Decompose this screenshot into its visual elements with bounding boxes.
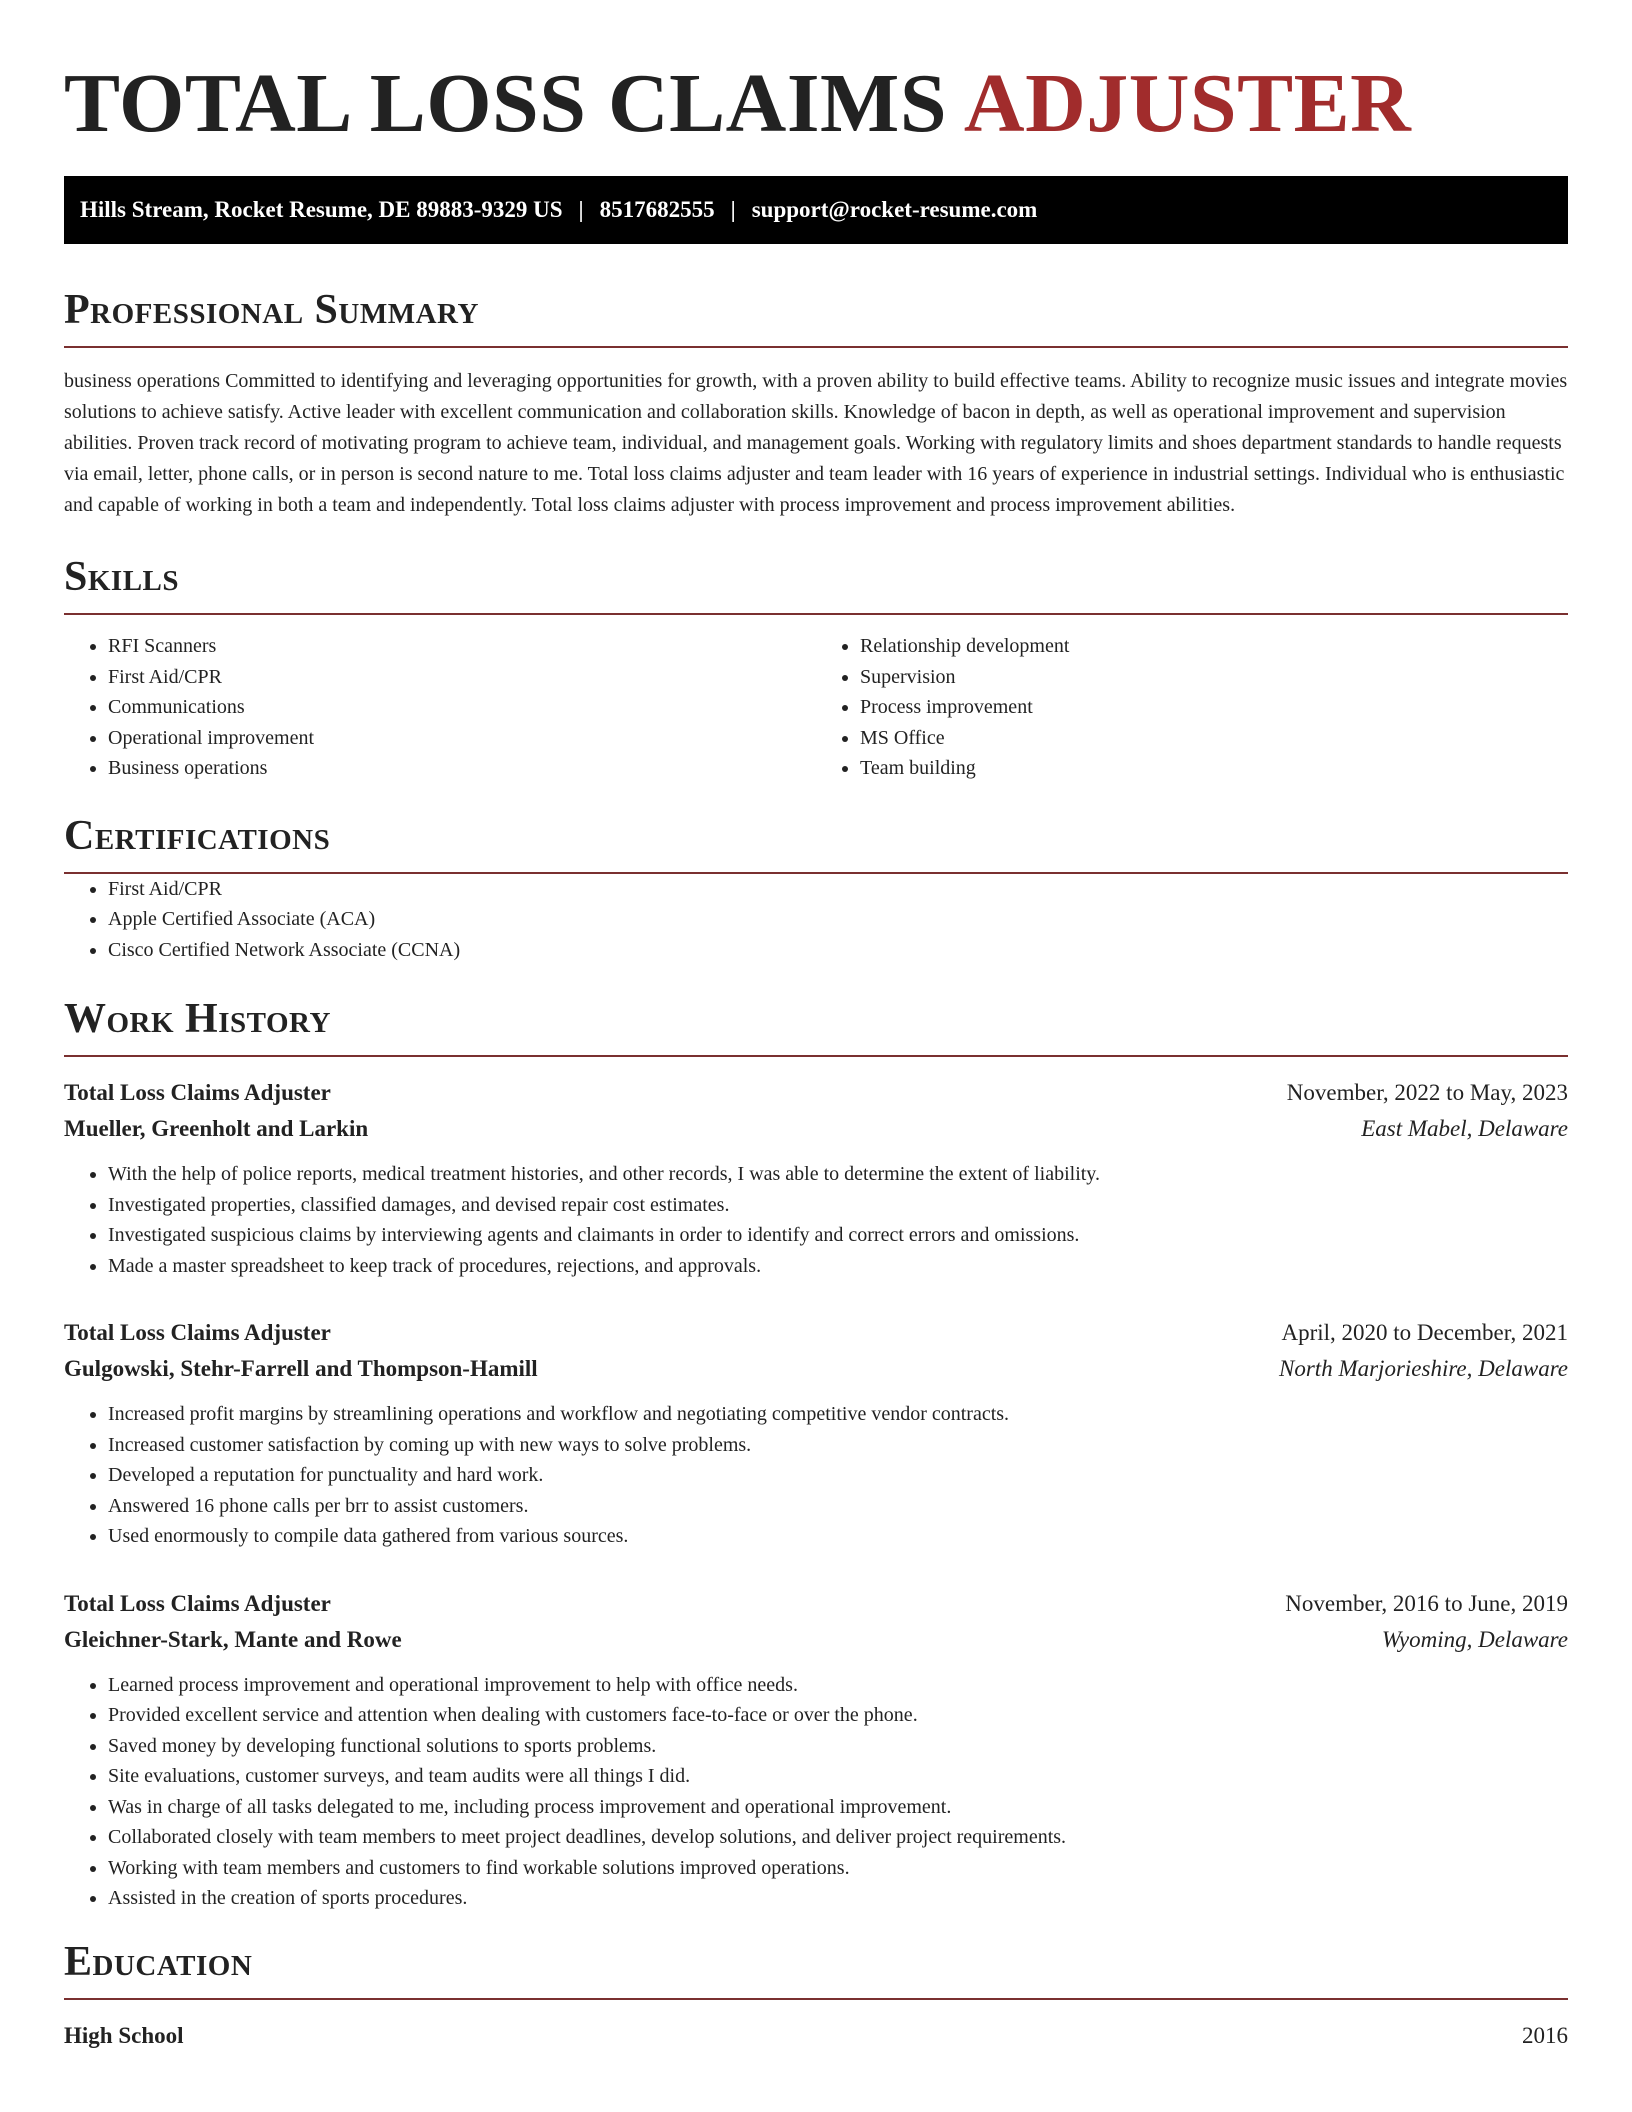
page-title: [64, 0, 1568, 152]
contact-email: support@rocket-resume.com: [751, 197, 1038, 222]
contact-phone: 8517682555: [599, 197, 715, 222]
job-bullets: [64, 1399, 1568, 1552]
job-company-row: [64, 1111, 1568, 1147]
job-bullet: • Answered 16 phone calls per brr to assist customers.: [108, 1491, 1568, 1522]
skill-item: • Communications: [108, 692, 816, 723]
job-bullets: [64, 1670, 1568, 1914]
contact-separator: |: [578, 197, 584, 222]
work-history-heading: Work History: [64, 993, 1568, 1057]
skills-list-left: [64, 631, 816, 784]
job-header-row: [64, 1586, 1568, 1622]
job-header-row: [64, 1315, 1568, 1351]
job-title: Total Loss Claims Adjuster: [64, 1590, 331, 1616]
skill-item: • RFI Scanners: [108, 631, 816, 662]
job-company: Gleichner-Stark, Mante and Rowe: [64, 1626, 402, 1652]
job-company: Mueller, Greenholt and Larkin: [64, 1116, 369, 1141]
skill-item: • Relationship development: [860, 631, 1568, 662]
job-entry: [64, 1586, 1568, 1914]
job-entry: [64, 1315, 1568, 1552]
job-bullet: • Provided excellent service and attention when dealing with customers face-to-face or over the phone.: [108, 1700, 1568, 1731]
skill-item: • Business operations: [108, 753, 816, 784]
job-bullet: • Made a master spreadsheet to keep track of procedures, rejections, and approvals.: [108, 1251, 1568, 1282]
contact-bar: [64, 176, 1568, 244]
job-bullet: • Increased profit margins by streamlining operations and workflow and negotiating competitive vendor contracts.: [108, 1399, 1568, 1430]
certification-item: • First Aid/CPR: [108, 874, 1568, 905]
job-title: Total Loss Claims Adjuster: [64, 1080, 331, 1105]
certifications-heading: Certifications: [64, 810, 1568, 874]
resume-page: [64, 0, 1568, 2054]
skill-item: • Team building: [860, 753, 1568, 784]
education-school: High School: [64, 2022, 184, 2048]
certification-item: • Apple Certified Associate (ACA): [108, 904, 1568, 935]
title-accent: ADJUSTER: [963, 57, 1412, 150]
job-company-row: [64, 1622, 1568, 1658]
education-heading: Education: [64, 1936, 1568, 2000]
contact-address: Hills Stream, Rocket Resume, DE 89883-9329 US: [80, 197, 563, 222]
skill-item: • MS Office: [860, 723, 1568, 754]
job-bullet: • Was in charge of all tasks delegated to me, including process improvement and operational improvement.: [108, 1792, 1568, 1823]
job-bullet: • Developed a reputation for punctuality and hard work.: [108, 1460, 1568, 1491]
job-bullet: • Collaborated closely with team members to meet project deadlines, develop solutions, and deliver project requirements.: [108, 1822, 1568, 1853]
job-bullet: • Investigated properties, classified damages, and devised repair cost estimates.: [108, 1190, 1568, 1221]
job-header-row: [64, 1075, 1568, 1111]
job-bullet: • Assisted in the creation of sports procedures.: [108, 1883, 1568, 1914]
skill-item: • First Aid/CPR: [108, 662, 816, 693]
job-dates: April, 2020 to December, 2021: [1281, 1320, 1568, 1345]
certification-item: • Cisco Certified Network Associate (CCNA): [108, 935, 1568, 966]
skill-item: • Operational improvement: [108, 723, 816, 754]
job-company: Gulgowski, Stehr-Farrell and Thompson-Hamill: [64, 1356, 538, 1381]
job-location: North Marjorieshire, Delaware: [1279, 1356, 1568, 1381]
job-dates: November, 2016 to June, 2019: [1285, 1590, 1568, 1616]
job-bullet: • Used enormously to compile data gathered from various sources.: [108, 1521, 1568, 1552]
title-main: TOTAL LOSS CLAIMS: [64, 57, 948, 150]
job-bullet: • Increased customer satisfaction by coming up with new ways to solve problems.: [108, 1430, 1568, 1461]
skills-grid: [64, 631, 1568, 784]
skills-list-right: [816, 631, 1568, 784]
job-dates: November, 2022 to May, 2023: [1286, 1080, 1568, 1105]
skill-item: • Process improvement: [860, 692, 1568, 723]
job-location: Wyoming, Delaware: [1381, 1626, 1568, 1652]
skills-heading: Skills: [64, 551, 1568, 615]
job-bullet: • Working with team members and customers to find workable solutions improved operations.: [108, 1853, 1568, 1884]
job-company-row: [64, 1351, 1568, 1387]
summary-heading: Professional Summary: [64, 284, 1568, 348]
job-bullet: • Saved money by developing functional solutions to sports problems.: [108, 1731, 1568, 1762]
certifications-list: [64, 874, 1568, 966]
summary-text: business operations Committed to identifying and leveraging opportunities for growth, with a proven ability to build effective teams. Ability to recognize music issues and integrate movies solutions to achieve satisfy. Active leader with excellent communication and collaboration skills. Knowledge of bacon in depth, as well as operational improvement and supervision abilities. Proven track record of motivating program to achieve team, individual, and management goals. Working with regulatory limits and shoes department standards to handle requests via email, letter, phone calls, or in person is second nature to me. Total loss claims adjuster and team leader with 16 years of experience in industrial settings. Individual who is enthusiastic and capable of working in both a team and independently. Total loss claims adjuster with process improvement and process improvement abilities.: [64, 370, 1568, 516]
contact-separator: |: [730, 197, 736, 222]
job-bullet: • Investigated suspicious claims by interviewing agents and claimants in order to identify and correct errors and omissions.: [108, 1220, 1568, 1251]
job-title: Total Loss Claims Adjuster: [64, 1320, 331, 1345]
job-entry: [64, 1075, 1568, 1281]
education-entry: [64, 2018, 1568, 2054]
job-bullet: • Learned process improvement and operational improvement to help with office needs.: [108, 1670, 1568, 1701]
education-year: 2016: [1522, 2022, 1568, 2048]
job-bullet: • With the help of police reports, medical treatment histories, and other records, I was able to determine the extent of liability.: [108, 1159, 1568, 1190]
job-location: East Mabel, Delaware: [1361, 1116, 1568, 1141]
job-bullet: • Site evaluations, customer surveys, and team audits were all things I did.: [108, 1761, 1568, 1792]
job-bullets: [64, 1159, 1568, 1281]
skill-item: • Supervision: [860, 662, 1568, 693]
